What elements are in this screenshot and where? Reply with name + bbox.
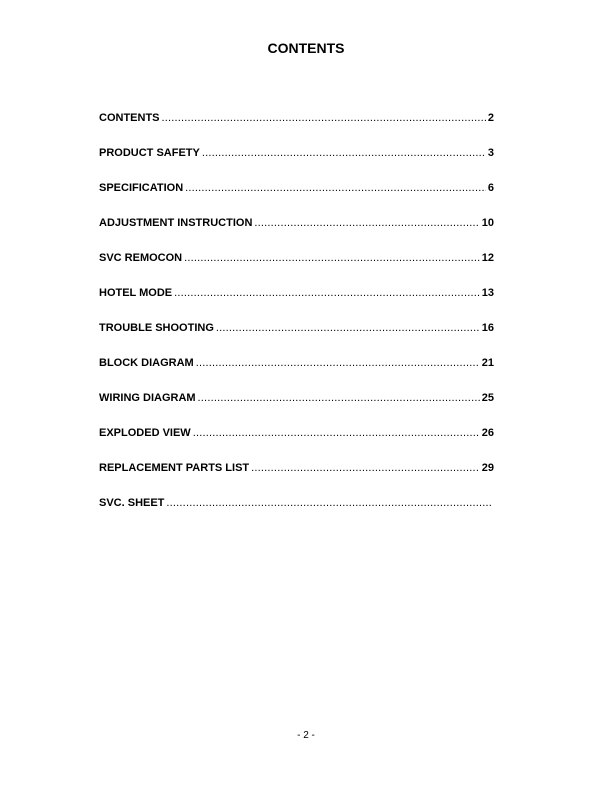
- toc-dot-leader: [202, 146, 486, 160]
- toc-dot-leader: [185, 181, 486, 195]
- toc-entry-page: 2: [487, 112, 494, 124]
- toc-dot-leader: [162, 111, 486, 125]
- toc-dot-leader: [174, 286, 480, 300]
- toc-dot-leader: [251, 461, 480, 475]
- toc-entry-page: 16: [481, 322, 494, 334]
- toc-entry-block-diagram[interactable]: [99, 356, 494, 391]
- toc-dot-leader: [216, 321, 480, 335]
- toc-entry-page: 26: [481, 427, 494, 439]
- toc-entry-page: 10: [481, 217, 494, 229]
- page-title: CONTENTS: [267, 40, 345, 56]
- toc-dot-leader: [198, 391, 480, 405]
- toc-entry-label: BLOCK DIAGRAM: [99, 357, 194, 369]
- toc-entry-exploded-view[interactable]: [99, 426, 494, 461]
- toc-dot-leader: [193, 426, 480, 440]
- table-of-contents: [99, 111, 494, 531]
- toc-entry-label: EXPLODED VIEW: [99, 427, 191, 439]
- toc-entry-label: CONTENTS: [99, 112, 160, 124]
- toc-entry-page: 25: [481, 392, 494, 404]
- toc-entry-page: 12: [481, 252, 494, 264]
- page-number: - 2 -: [297, 730, 315, 741]
- toc-dot-leader: [196, 356, 480, 370]
- toc-entry-label: REPLACEMENT PARTS LIST: [99, 462, 250, 474]
- toc-dot-leader: [254, 216, 479, 230]
- toc-dot-leader: [166, 496, 492, 510]
- toc-entry-hotel-mode[interactable]: [99, 286, 494, 321]
- toc-entry-contents[interactable]: [99, 111, 494, 146]
- toc-entry-label: TROUBLE SHOOTING: [99, 322, 214, 334]
- toc-entry-label: SPECIFICATION: [99, 182, 184, 194]
- toc-entry-label: PRODUCT SAFETY: [99, 147, 200, 159]
- toc-entry-adjustment-instruction[interactable]: [99, 216, 494, 251]
- toc-entry-svc-remocon[interactable]: [99, 251, 494, 286]
- toc-entry-wiring-diagram[interactable]: [99, 391, 494, 426]
- toc-entry-label: HOTEL MODE: [99, 287, 173, 299]
- toc-entry-page: 3: [487, 147, 494, 159]
- toc-entry-specification[interactable]: [99, 181, 494, 216]
- toc-entry-page: 29: [481, 462, 494, 474]
- toc-entry-label: SVC REMOCON: [99, 252, 183, 264]
- toc-entry-label: SVC. SHEET: [99, 497, 165, 509]
- toc-entry-trouble-shooting[interactable]: [99, 321, 494, 356]
- toc-entry-label: WIRING DIAGRAM: [99, 392, 196, 404]
- toc-entry-label: ADJUSTMENT INSTRUCTION: [99, 217, 253, 229]
- toc-dot-leader: [184, 251, 480, 265]
- toc-entry-product-safety[interactable]: [99, 146, 494, 181]
- toc-entry-page: 6: [487, 182, 494, 194]
- toc-entry-page: 13: [481, 287, 494, 299]
- toc-entry-page: 21: [481, 357, 494, 369]
- toc-entry-replacement-parts-list[interactable]: [99, 461, 494, 496]
- toc-entry-svc-sheet[interactable]: [99, 496, 494, 531]
